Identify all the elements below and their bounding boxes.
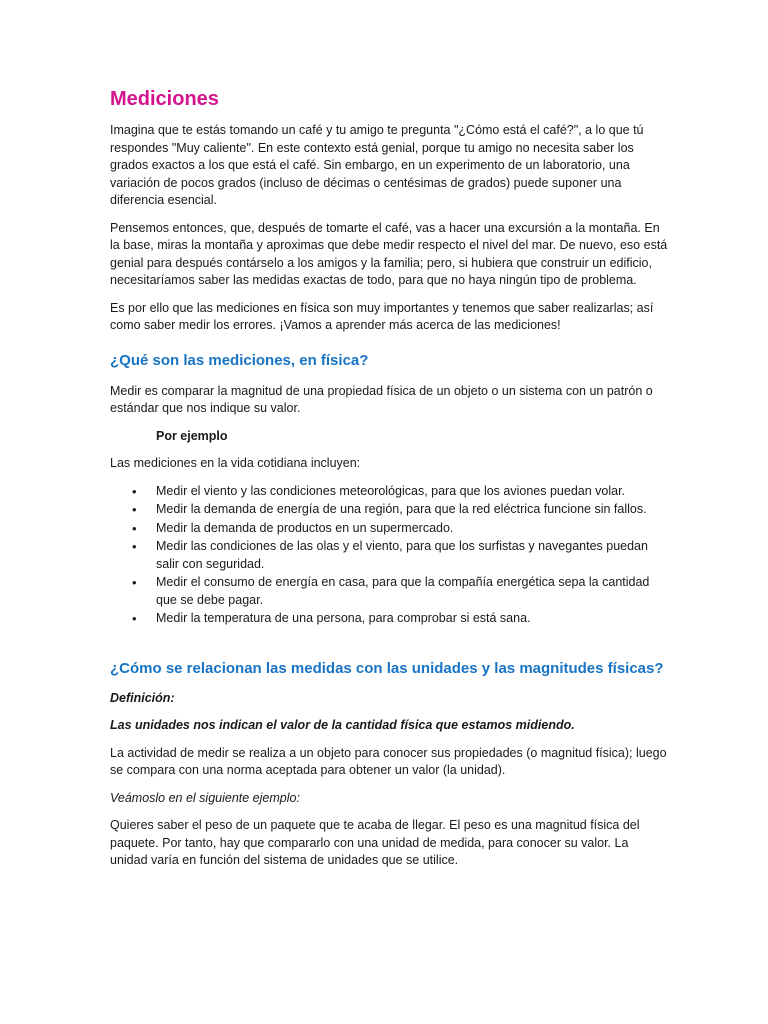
list-item xyxy=(110,574,668,609)
intro-paragraph-1: Imagina que te estás tomando un café y tu amigo te pregunta "¿Cómo está el café?", a lo que tú respondes "Muy caliente". En este contexto está genial, porque tu amigo no necesita saber los grados exactos a los que está el café. Sin embargo, en un experimento de un laboratorio, una variación de pocos grados (incluso de décimas o centésimas de grados) puede suponer una diferencia esencial. xyxy=(110,123,644,207)
bullet-icon: • xyxy=(132,520,137,536)
page-title: Mediciones xyxy=(110,88,219,110)
bullet-icon: • xyxy=(132,575,137,590)
measurement-examples-list xyxy=(110,483,668,628)
intro-paragraph-3: Es por ello que las mediciones en física son muy importantes y tenemos que saber realizarlas; así como saber medir los errores. ¡Vamos a aprender más acerca de las mediciones! xyxy=(110,300,654,332)
list-item-text: Medir el viento y las condiciones meteorológicas, para que los aviones puedan volar. xyxy=(156,483,626,498)
section-heading-units-and-magnitudes: ¿Cómo se relacionan las medidas con las unidades y las magnitudes físicas? xyxy=(110,659,664,677)
bullet-icon: • xyxy=(132,539,137,554)
intro-paragraph-2: Pensemos entonces, que, después de tomarte el café, vas a hacer una excursión a la montaña. En la base, miras la montaña y aproximas que debe medir respecto el nivel del mar. De nuevo, eso está genial para después contárselo a los amigos y la familia; pero, si hubiera que construir un edificio, necesitaríamos saber las medidas exactas de todo, para que no haya ningún tipo de problema. xyxy=(110,220,668,287)
list-item xyxy=(110,501,668,519)
list-item xyxy=(110,538,668,573)
package-weight-paragraph: Quieres saber el peso de un paquete que te acaba de llegar. El peso es una magnitud física del paquete. Por tanto, hay que compararlo con una unidad de medida, para conocer su valor. La unidad varía en función del sistema de unidades que se utilice. xyxy=(110,818,640,867)
bullet-icon: • xyxy=(132,502,137,517)
example-label: Por ejemplo xyxy=(156,428,228,443)
example-intro: Veámoslo en el siguiente ejemplo: xyxy=(110,790,300,805)
list-item-text: Medir el consumo de energía en casa, para que la compañía energética sepa la cantidad que se debe pagar. xyxy=(156,575,650,607)
list-item-text: Medir la demanda de energía de una región, para que la red eléctrica funcione sin fallos. xyxy=(156,502,647,516)
list-item-text: Medir las condiciones de las olas y el viento, para que los surfistas y navegantes puedan salir con seguridad. xyxy=(156,539,648,571)
bullet-icon: • xyxy=(132,611,137,626)
list-item xyxy=(110,520,668,538)
units-definition: Las unidades nos indican el valor de la cantidad física que estamos midiendo. xyxy=(110,718,575,732)
bullet-icon: • xyxy=(132,483,137,499)
definition-label: Definición: xyxy=(110,690,175,705)
list-item-text: Medir la temperatura de una persona, para comprobar si está sana. xyxy=(156,611,531,625)
measuring-activity-paragraph: La actividad de medir se realiza a un objeto para conocer sus propiedades (o magnitud física); luego se compara con una norma aceptada para obtener un valor (la unidad). xyxy=(110,745,667,777)
list-item-text: Medir la demanda de productos en un supermercado. xyxy=(156,520,454,535)
list-intro: Las mediciones en la vida cotidiana incluyen: xyxy=(110,456,361,470)
list-item xyxy=(110,610,668,628)
list-item xyxy=(110,483,668,501)
measurement-definition: Medir es comparar la magnitud de una propiedad física de un objeto o un sistema con un patrón o estándar que nos indique su valor. xyxy=(110,383,653,415)
section-heading-what-are-measurements: ¿Qué son las mediciones, en física? xyxy=(110,351,369,369)
